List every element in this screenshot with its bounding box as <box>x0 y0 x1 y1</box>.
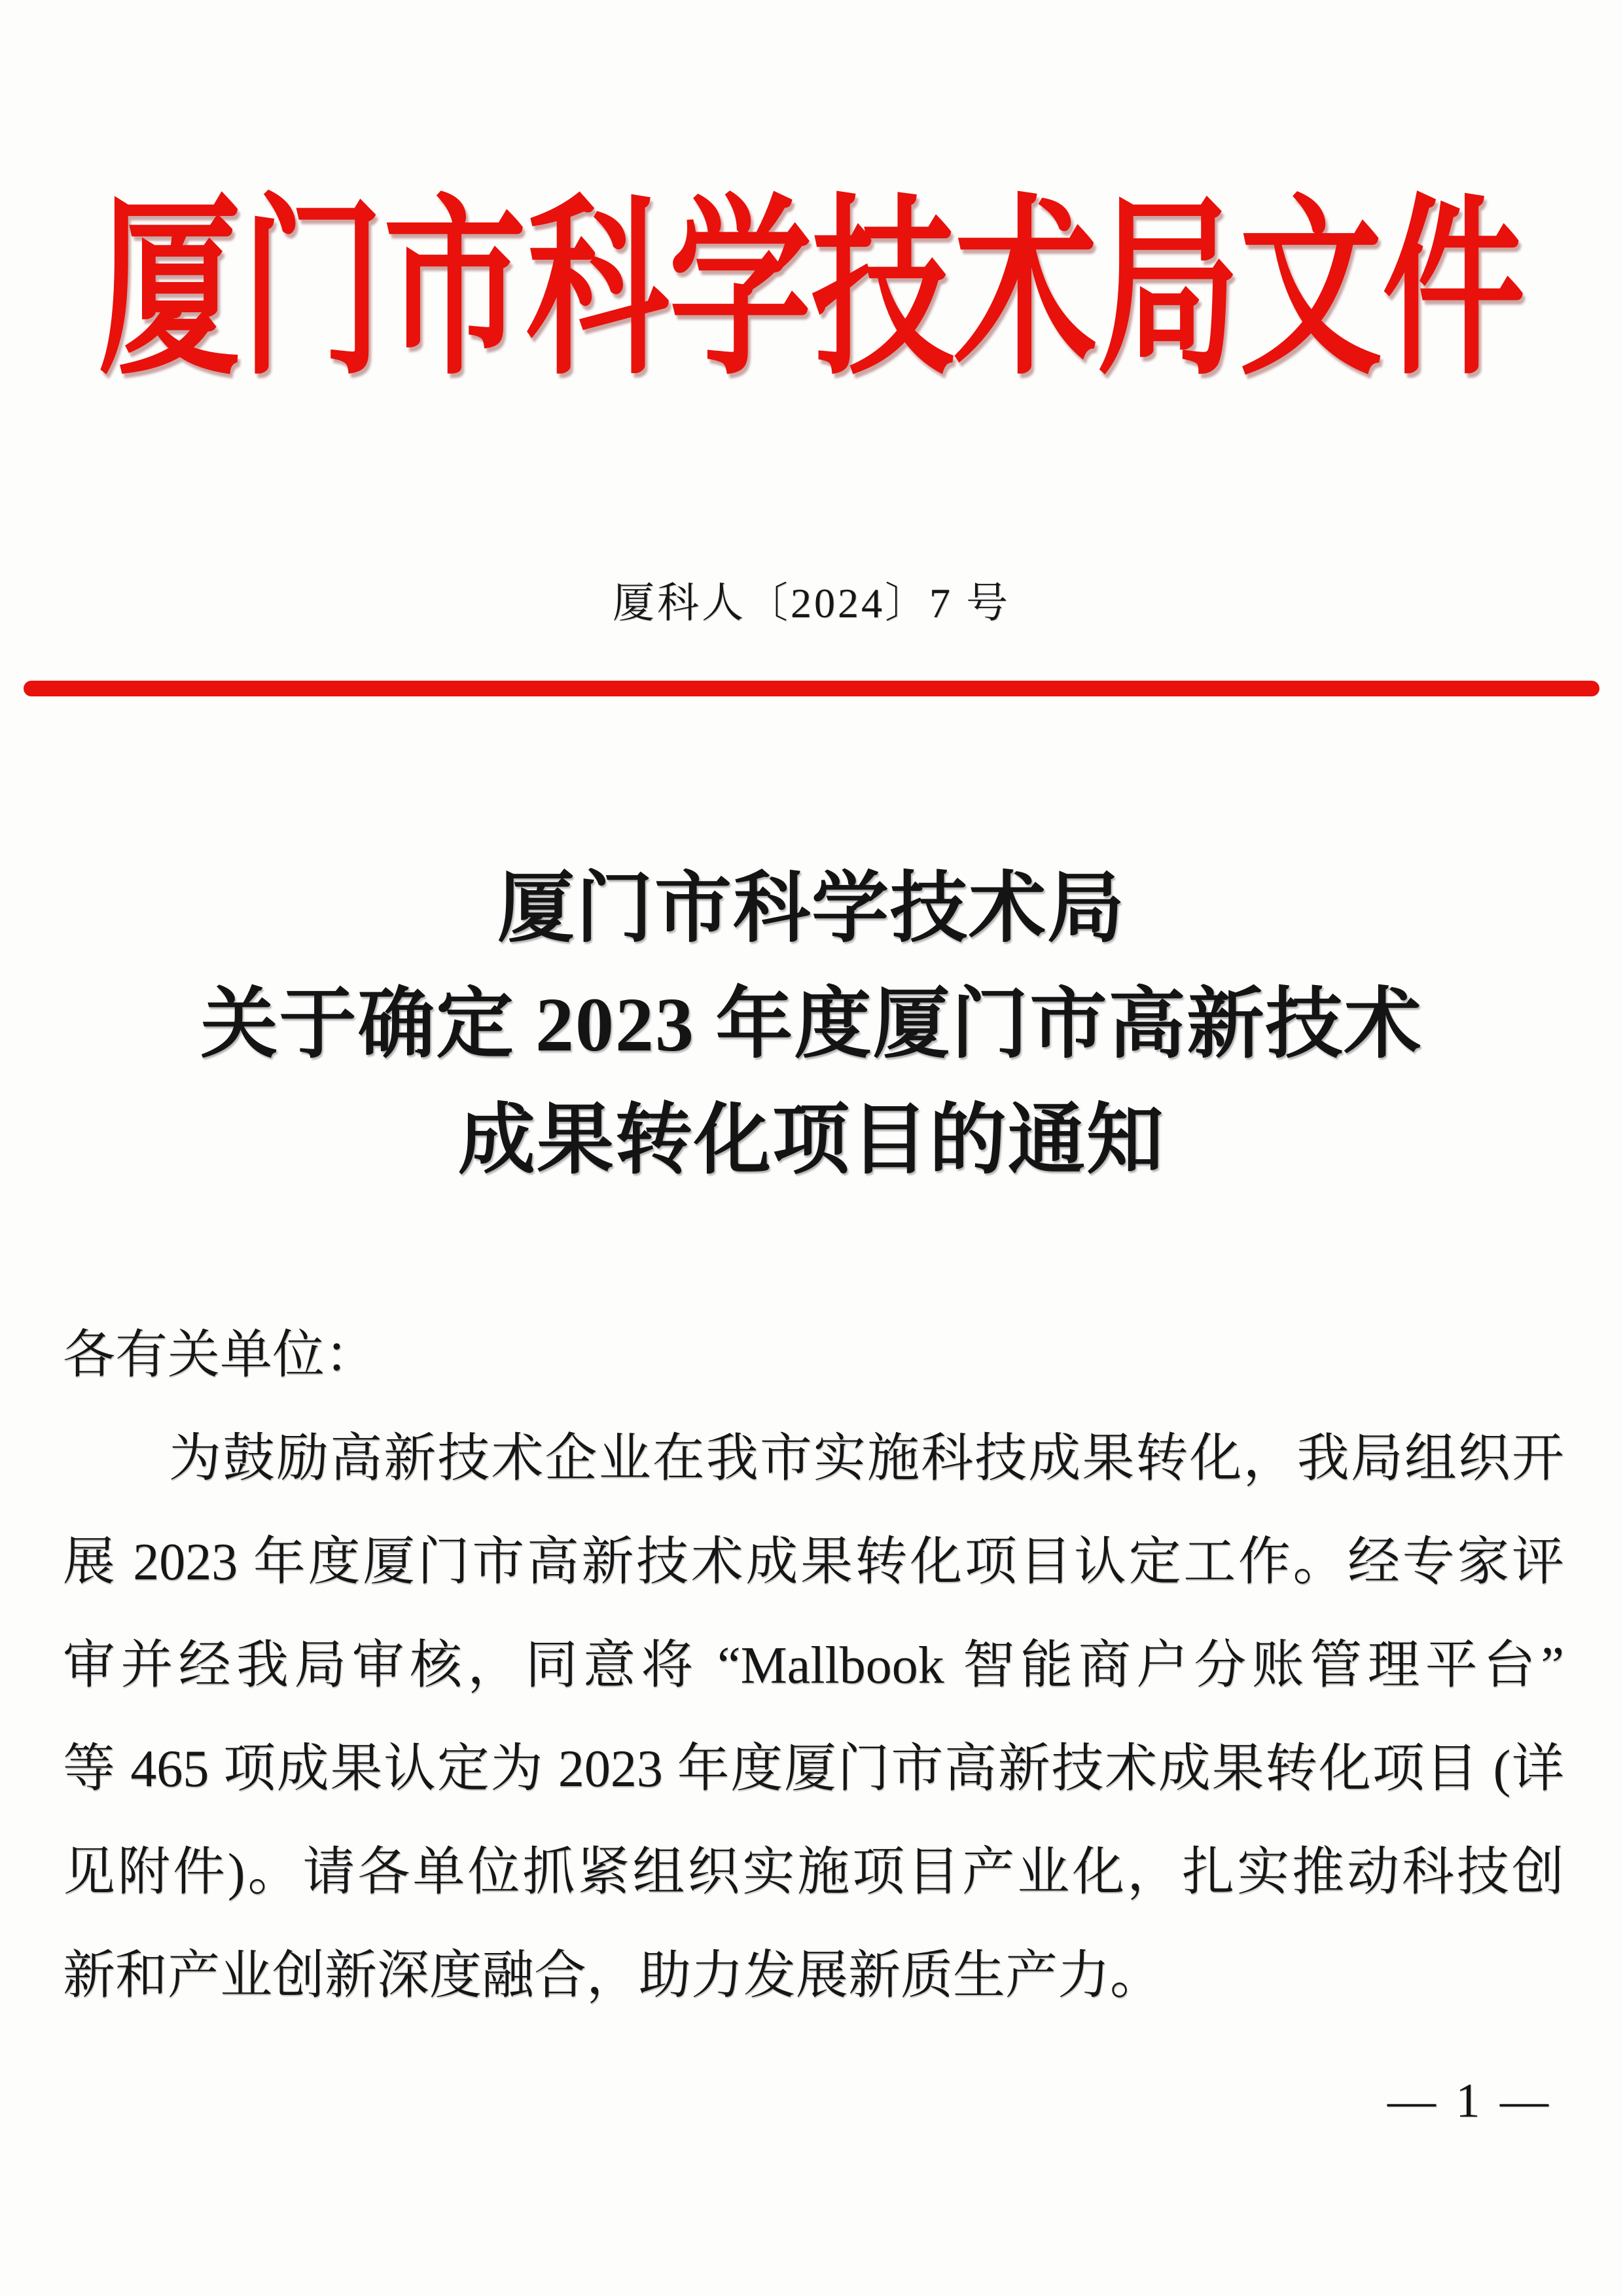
notice-title <box>0 851 1623 1198</box>
body-text <box>63 1304 1564 2028</box>
body-line-6: 新和产业创新深度融合，助力发展新质生产力。 <box>63 1947 1162 2005</box>
body-line-4: 等 465 项成果认定为 2023 年度厦门市高新技术成果转化项目 (详 <box>63 1740 1564 1798</box>
body-line-3: 审并经我局审核，同意将 “Mallbook 智能商户分账管理平台” <box>63 1637 1564 1695</box>
body-line-2: 展 2023 年度厦门市高新技术成果转化项目认定工作。经专家评 <box>63 1534 1564 1591</box>
page-number: — 1 — <box>1387 2074 1552 2128</box>
notice-title-line-3: 成果转化项目的通知 <box>457 1098 1165 1183</box>
salutation: 各有关单位： <box>63 1327 377 1384</box>
body-line-1: 为鼓励高新技术企业在我市实施科技成果转化，我局组织开 <box>169 1430 1564 1488</box>
agency-letterhead-title: 厦门市科学技术局文件 <box>98 185 1525 398</box>
notice-title-line-1: 厦门市科学技术局 <box>497 866 1126 952</box>
notice-title-line-2: 关于确定 2023 年度厦门市高新技术 <box>200 982 1423 1067</box>
red-divider-rule <box>24 681 1599 696</box>
body-line-5: 见附件)。请各单位抓紧组织实施项目产业化，扎实推动科技创 <box>63 1844 1564 1901</box>
doc-reference-number: 厦科人〔2024〕7 号 <box>613 580 1010 626</box>
